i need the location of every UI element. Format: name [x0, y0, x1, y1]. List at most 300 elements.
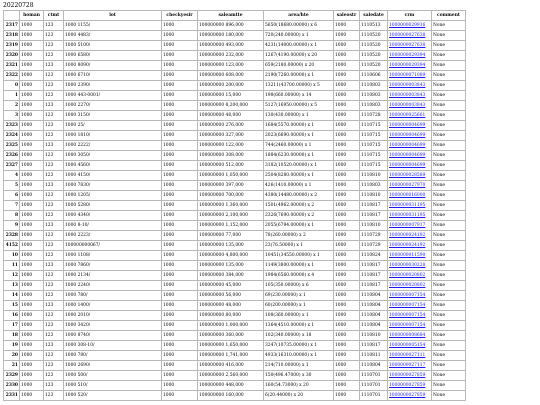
crm-link[interactable]: 1000000027638 [388, 31, 432, 41]
saleostr-cell: 1000 [334, 191, 360, 201]
comment-cell: None [432, 51, 466, 61]
lot-cell: 1000 4150/ [64, 171, 162, 181]
area-hte-cell: 744(2460.00000) x 1 [264, 141, 334, 151]
header-row [4, 11, 466, 21]
crm-link[interactable]: 1000000011590 [388, 251, 432, 261]
saleostr-cell: 1000 [334, 291, 360, 301]
homan-cell: 1000 [20, 121, 44, 131]
comment-cell: None [432, 41, 466, 51]
homan-cell: 1000 [20, 251, 44, 261]
row-index-cell: 2 [4, 101, 20, 111]
saleostr-cell: 1000 [334, 241, 360, 251]
saleamtte-cell: 100000000 1,050,000 [198, 171, 264, 181]
comment-cell: None [432, 331, 466, 341]
lot-cell: 1000 2270/ [64, 101, 162, 111]
comment-cell: None [432, 171, 466, 181]
table-row [4, 71, 466, 81]
crm-link[interactable]: 1000000020802 [388, 271, 432, 281]
ctmt-cell: 123 [44, 151, 64, 161]
crm-link[interactable]: 1000000027859 [388, 371, 432, 381]
table-row [4, 391, 466, 401]
lot-cell: 1000 2240/ [64, 281, 162, 291]
crm-link[interactable]: 1000000004699 [388, 161, 432, 171]
saledate-cell: 1110803 [360, 91, 388, 101]
homan-cell: 1000 [20, 101, 44, 111]
saleamtte-cell: 100000000 700,000 [198, 191, 264, 201]
lot-cell: 1000 2222/ [64, 141, 162, 151]
saleostr-cell: 1000 [334, 231, 360, 241]
comment-cell: None [432, 111, 466, 121]
homan-cell: 1000 [20, 21, 44, 31]
row-index-cell: 17 [4, 321, 20, 331]
checkyesir-cell: 1000 [162, 341, 198, 351]
area-hte-cell: 4231(14000.00000) x 1 [264, 41, 334, 51]
checkyesir-cell: 1000 [162, 251, 198, 261]
lot-cell: 1000 7860/ [64, 261, 162, 271]
saleostr-cell: 1000 [334, 161, 360, 171]
saledate-cell: 1110715 [360, 121, 388, 131]
ctmt-cell: 123 [44, 131, 64, 141]
saleamtte-cell: 100000000 56,000 [198, 291, 264, 301]
area-hte-cell: 2023(6690.00000) x 1 [264, 131, 334, 141]
checkyesir-cell: 1000 [162, 271, 198, 281]
ctmt-cell: 123 [44, 21, 64, 31]
lot-cell: 1000 1205/ [64, 191, 162, 201]
checkyesir-cell: 1000 [162, 71, 198, 81]
saleamtte-cell: 100000000 123,000 [198, 61, 264, 71]
saleamtte-cell: 100000000 327,000 [198, 131, 264, 141]
area-hte-cell: 130(430.00000) x 1 [264, 111, 334, 121]
saleamtte-cell: 100000000 160,000 [198, 391, 264, 401]
row-index-cell: 2323 [4, 121, 20, 131]
area-hte-cell: 198(660.00000) x 14 [264, 91, 334, 101]
comment-cell: None [432, 121, 466, 131]
crm-link[interactable]: 1000000008684 [388, 331, 432, 341]
crm-link[interactable]: 1000000004699 [388, 151, 432, 161]
crm-link[interactable]: 1000000031195 [388, 201, 432, 211]
ctmt-cell: 123 [44, 171, 64, 181]
lot-cell: 1000 7830/ [64, 181, 162, 191]
saleamtte-cell: 100000000 1,360,000 [198, 201, 264, 211]
saledate-cell: 1110701 [360, 391, 388, 401]
lot-cell: 1000 443-0001/ [64, 91, 162, 101]
table-row [4, 241, 466, 251]
table-row [4, 201, 466, 211]
checkyesir-cell: 1000 [162, 181, 198, 191]
crm-link[interactable]: 1000000003843 [388, 81, 432, 91]
saleamtte-cell: 100000000 1,000,000 [198, 321, 264, 331]
checkyesir-cell: 1000 [162, 371, 198, 381]
saleamtte-cell: 100000000 8,200,000 [198, 101, 264, 111]
saledate-cell: 1110810 [360, 191, 388, 201]
saledate-cell: 1110817 [360, 211, 388, 221]
homan-cell: 1000 [20, 261, 44, 271]
lot-cell: 1000 2390/ [64, 81, 162, 91]
crm-link[interactable]: 1000000029916 [388, 21, 432, 31]
table-row [4, 291, 466, 301]
column-header-lot: lot [64, 11, 162, 21]
lot-cell: 1000 3420/ [64, 321, 162, 331]
homan-cell: 1000 [20, 391, 44, 401]
saleamtte-cell: 100000000 512,000 [198, 161, 264, 171]
column-header-crm: crm [388, 11, 432, 21]
saleamtte-cell: 100000000 416,000 [198, 361, 264, 371]
crm-link[interactable]: 1000000027111 [388, 351, 432, 361]
table-row [4, 351, 466, 361]
crm-link[interactable]: 1000000007154 [388, 311, 432, 321]
saledate-cell: 1110810 [360, 171, 388, 181]
row-index-cell: 3 [4, 111, 20, 121]
crm-link[interactable]: 1000000007154 [388, 321, 432, 331]
lot-cell: 1000 8740/ [64, 331, 162, 341]
comment-cell: None [432, 321, 466, 331]
homan-cell: 1000 [20, 181, 44, 191]
crm-link[interactable]: 1000000007917 [388, 221, 432, 231]
ctmt-cell: 123 [44, 261, 64, 271]
homan-cell: 1000 [20, 301, 44, 311]
comment-cell: None [432, 131, 466, 141]
saleostr-cell: 1000 [334, 381, 360, 391]
saledate-cell: 1110817 [360, 271, 388, 281]
homan-cell: 1000 [20, 61, 44, 71]
comment-cell: None [432, 231, 466, 241]
area-hte-cell: 160(54.73000) x 20 [264, 381, 334, 391]
table-row [4, 371, 466, 381]
lot-cell: 1000 780/ [64, 291, 162, 301]
saleostr-cell: 1000 [334, 111, 360, 121]
ctmt-cell: 123 [44, 221, 64, 231]
ctmt-cell: 123 [44, 71, 64, 81]
ctmt-cell: 123 [44, 241, 64, 251]
checkyesir-cell: 1000 [162, 361, 198, 371]
crm-link[interactable]: 1000000027859 [388, 391, 432, 401]
saledate-cell: 1110803 [360, 101, 388, 111]
checkyesir-cell: 1000 [162, 211, 198, 221]
saleostr-cell: 1000 [334, 51, 360, 61]
ctmt-cell: 123 [44, 181, 64, 191]
saleamtte-cell: 100000000 77,000 [198, 231, 264, 241]
row-index-cell: 0 [4, 81, 20, 91]
homan-cell: 1000 [20, 161, 44, 171]
saleamtte-cell: 100000000 1,650,000 [198, 341, 264, 351]
column-header-homan: homan [20, 11, 44, 21]
saleostr-cell: 1000 [334, 351, 360, 361]
checkyesir-cell: 1000 [162, 311, 198, 321]
crm-link[interactable]: 1000000029394 [388, 61, 432, 71]
row-index-cell: 1 [4, 91, 20, 101]
crm-link[interactable]: 1000000020802 [388, 281, 432, 291]
saleostr-cell: 1000 [334, 271, 360, 281]
homan-cell: 1000 [20, 81, 44, 91]
row-index-cell: 6 [4, 191, 20, 201]
lot-cell: 1000 4560/ [64, 161, 162, 171]
area-hte-cell: 105(350.00000) x 6 [264, 281, 334, 291]
saledate-cell: 1110817 [360, 261, 388, 271]
saleostr-cell: 1000 [334, 341, 360, 351]
table-row [4, 221, 466, 231]
lot-cell: 1000 4340/ [64, 211, 162, 221]
crm-link[interactable]: 1000000027859 [388, 381, 432, 391]
row-index-cell: 4152 [4, 241, 20, 251]
ctmt-cell: 123 [44, 351, 64, 361]
ctmt-cell: 123 [44, 301, 64, 311]
area-hte-cell: 3182(10520.00000) x 1 [264, 161, 334, 171]
homan-cell: 1000 [20, 221, 44, 231]
saledate-cell: 1110817 [360, 341, 388, 351]
area-hte-cell: 13211(43700.00000) x 5 [264, 81, 334, 91]
saleamtte-cell: 100000000 48,000 [198, 301, 264, 311]
row-index-cell: 2324 [4, 131, 20, 141]
comment-cell: None [432, 151, 466, 161]
row-index-cell: 2328 [4, 231, 20, 241]
ctmt-cell: 123 [44, 231, 64, 241]
row-index-cell: 2330 [4, 381, 20, 391]
comment-cell: None [432, 241, 466, 251]
table-row [4, 361, 466, 371]
saledate-cell: 1110728 [360, 111, 388, 121]
saleamtte-cell: 100000000 896,000 [198, 21, 264, 31]
crm-link[interactable]: 1000000007154 [388, 291, 432, 301]
saleamtte-cell: 100000000 2,100,000 [198, 211, 264, 221]
lot-cell: 1000 6710/ [64, 71, 162, 81]
table-row [4, 91, 466, 101]
ctmt-cell: 123 [44, 31, 64, 41]
checkyesir-cell: 1000 [162, 81, 198, 91]
lot-cell: 1000 8090/ [64, 61, 162, 71]
table-row [4, 141, 466, 151]
area-hte-cell: 426(1410.00000) x 1 [264, 181, 334, 191]
saleamtte-cell: 100000000 232,000 [198, 51, 264, 61]
crm-link[interactable]: 1000000016000 [388, 191, 432, 201]
table-row [4, 41, 466, 51]
saledate-cell: 1110701 [360, 371, 388, 381]
ctmt-cell: 123 [44, 191, 64, 201]
homan-cell: 1000 [20, 371, 44, 381]
crm-link[interactable]: 1000000071089 [388, 71, 432, 81]
saledate-cell: 1110804 [360, 301, 388, 311]
ctmt-cell: 123 [44, 41, 64, 51]
comment-cell: None [432, 21, 466, 31]
saleamtte-cell: 100000000 48,000 [198, 111, 264, 121]
table-body [4, 21, 466, 401]
ctmt-cell: 123 [44, 161, 64, 171]
comment-cell: None [432, 281, 466, 291]
saleostr-cell: 1000 [334, 71, 360, 81]
area-hte-cell: 78(260.00000) x 2 [264, 231, 334, 241]
ctmt-cell: 123 [44, 81, 64, 91]
crm-link[interactable]: 1000000004699 [388, 131, 432, 141]
homan-cell: 1000 [20, 201, 44, 211]
comment-cell: None [432, 101, 466, 111]
lot-cell: 1000 2223/ [64, 231, 162, 241]
checkyesir-cell: 1000 [162, 201, 198, 211]
area-hte-cell: 720(240.00000) x 1 [264, 31, 334, 41]
saledate-cell: 1110810 [360, 221, 388, 231]
saledate-cell: 1110803 [360, 81, 388, 91]
crm-link[interactable]: 1000000028589 [388, 171, 432, 181]
saledate-cell: 1110520 [360, 61, 388, 71]
column-header-ctmt: ctmt [44, 11, 64, 21]
lot-cell: 1000 5280/ [64, 201, 162, 211]
ctmt-cell: 123 [44, 201, 64, 211]
homan-cell: 1000 [20, 311, 44, 321]
table-row [4, 251, 466, 261]
saledate-cell: 1110520 [360, 31, 388, 41]
homan-cell: 1000 [20, 381, 44, 391]
saleostr-cell: 1000 [334, 61, 360, 71]
column-header-row-index [4, 11, 20, 21]
saleamtte-cell: 100000000 180,000 [198, 31, 264, 41]
ctmt-cell: 123 [44, 371, 64, 381]
saledate-cell: 1110513 [360, 21, 388, 31]
saleamtte-cell: 100000000 45,000 [198, 281, 264, 291]
saledate-cell: 1110715 [360, 151, 388, 161]
saleamtte-cell: 100000000 1,741,000 [198, 351, 264, 361]
saleamtte-cell: 100000000 135,000 [198, 261, 264, 271]
column-header-saleamtte: saleamtte [198, 11, 264, 21]
saledate-cell: 1110810 [360, 331, 388, 341]
comment-cell: None [432, 371, 466, 381]
lot-cell: 1000 1810/ [64, 131, 162, 141]
comment-cell: None [432, 271, 466, 281]
lot-cell: 1000 3050/ [64, 151, 162, 161]
saleostr-cell: 1000 [334, 181, 360, 191]
comment-cell: None [432, 71, 466, 81]
table-row [4, 301, 466, 311]
table-row [4, 161, 466, 171]
ctmt-cell: 123 [44, 111, 64, 121]
row-index-cell: 21 [4, 361, 20, 371]
row-index-cell: 2317 [4, 21, 20, 31]
saleamtte-cell: 100000000 608,000 [198, 71, 264, 81]
lot-cell: 1000 780/ [64, 351, 162, 361]
row-index-cell: 12 [4, 271, 20, 281]
area-hte-cell: 1149(3800.00000) x 1 [264, 261, 334, 271]
ctmt-cell: 123 [44, 211, 64, 221]
homan-cell: 1000 [20, 281, 44, 291]
saleamtte-cell: 100000000 2,560,000 [198, 371, 264, 381]
saledate-cell: 1110715 [360, 141, 388, 151]
area-hte-cell: 1267(4190.00000) x 20 [264, 51, 334, 61]
saledate-cell: 1110606 [360, 71, 388, 81]
checkyesir-cell: 1000 [162, 101, 198, 111]
crm-link[interactable]: 1000000027117 [388, 361, 432, 371]
saleostr-cell: 1000 [334, 151, 360, 161]
checkyesir-cell: 1000 [162, 261, 198, 271]
homan-cell: 1000 [20, 151, 44, 161]
lot-cell: 1000 1155/ [64, 21, 162, 31]
row-index-cell: 11 [4, 261, 20, 271]
lot-cell: 1000 308-10/ [64, 341, 162, 351]
homan-cell: 1000 [20, 331, 44, 341]
ctmt-cell: 123 [44, 251, 64, 261]
saledate-cell: 1110729 [360, 241, 388, 251]
comment-cell: None [432, 261, 466, 271]
saledate-cell: 1110715 [360, 131, 388, 141]
comment-cell: None [432, 351, 466, 361]
saledate-cell: 1110804 [360, 291, 388, 301]
saleostr-cell: 1000 [334, 251, 360, 261]
saleostr-cell: 1000 [334, 371, 360, 381]
checkyesir-cell: 1000 [162, 221, 198, 231]
checkyesir-cell: 1000 [162, 241, 198, 251]
crm-link[interactable]: 1000000027970 [388, 181, 432, 191]
saledate-cell: 1110824 [360, 251, 388, 261]
crm-link[interactable]: 1000000003843 [388, 101, 432, 111]
comment-cell: None [432, 251, 466, 261]
saledate-cell: 1110520 [360, 51, 388, 61]
comment-cell: None [432, 201, 466, 211]
crm-link[interactable]: 1000000007154 [388, 301, 432, 311]
area-hte-cell: 5127(16950.00000) x 5 [264, 101, 334, 111]
saleamtte-cell: 100000000 200,000 [198, 81, 264, 91]
crm-link[interactable]: 1000000004699 [388, 121, 432, 131]
checkyesir-cell: 1000 [162, 291, 198, 301]
saledate-cell: 1110701 [360, 381, 388, 391]
crm-link[interactable]: 1000000024192 [388, 241, 432, 251]
crm-link[interactable]: 1000000005154 [388, 341, 432, 351]
ctmt-cell: 123 [44, 381, 64, 391]
table-row [4, 61, 466, 71]
checkyesir-cell: 1000 [162, 131, 198, 141]
row-index-cell: 7 [4, 201, 20, 211]
saleostr-cell: 1000 [334, 321, 360, 331]
crm-link[interactable]: 1000000030228 [388, 261, 432, 271]
saleostr-cell: 1000 [334, 361, 360, 371]
crm-link[interactable]: 1000000003843 [388, 91, 432, 101]
area-hte-cell: 1884(6230.00000) x 1 [264, 151, 334, 161]
crm-link[interactable]: 1000000029394 [388, 51, 432, 61]
checkyesir-cell: 1000 [162, 351, 198, 361]
area-hte-cell: 108(360.00000) x 1 [264, 311, 334, 321]
lot-cell: 1000 25/ [64, 121, 162, 131]
ctmt-cell: 123 [44, 341, 64, 351]
comment-cell: None [432, 141, 466, 151]
comment-cell: None [432, 291, 466, 301]
comment-cell: None [432, 301, 466, 311]
area-hte-cell: 2326(7690.00000) x 2 [264, 211, 334, 221]
checkyesir-cell: 1000 [162, 391, 198, 401]
saledate-cell: 1110804 [360, 321, 388, 331]
saleamtte-cell: 100000000 493,000 [198, 41, 264, 51]
lot-cell: 1000 2690/ [64, 361, 162, 371]
comment-cell: None [432, 341, 466, 351]
homan-cell: 1000 [20, 51, 44, 61]
table-row [4, 131, 466, 141]
checkyesir-cell: 1000 [162, 121, 198, 131]
saleostr-cell: 1000 [334, 261, 360, 271]
crm-link[interactable]: 1000000024192 [388, 231, 432, 241]
crm-link[interactable]: 1000000025661 [388, 111, 432, 121]
crm-link[interactable]: 1000000031195 [388, 211, 432, 221]
table-row [4, 81, 466, 91]
comment-cell: None [432, 221, 466, 231]
saledate-cell: 1110804 [360, 311, 388, 321]
crm-link[interactable]: 1000000004699 [388, 141, 432, 151]
area-hte-cell: 5650(18680.00000) x 6 [264, 21, 334, 31]
saleamtte-cell: 100000000 448,000 [198, 381, 264, 391]
saleostr-cell: 1000 [334, 311, 360, 321]
checkyesir-cell: 1000 [162, 31, 198, 41]
saleamtte-cell: 100000000 360,000 [198, 331, 264, 341]
lot-cell: 1000 520/ [64, 391, 162, 401]
crm-link[interactable]: 1000000027638 [388, 41, 432, 51]
area-hte-cell: 1501(4962.00000) x 2 [264, 201, 334, 211]
comment-cell: None [432, 211, 466, 221]
area-hte-cell: 2190(7260.00000) x 1 [264, 71, 334, 81]
area-hte-cell: 150(496.47000) x 30 [264, 371, 334, 381]
table-row [4, 111, 466, 121]
